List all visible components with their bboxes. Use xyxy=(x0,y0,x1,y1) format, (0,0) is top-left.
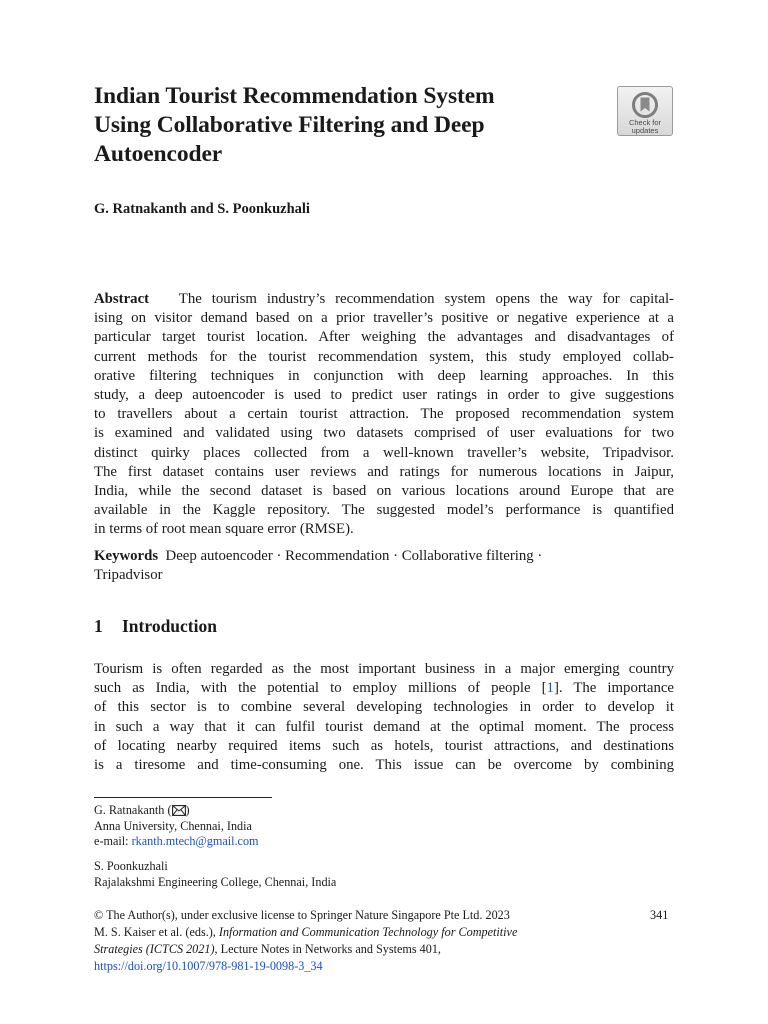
series-info: , Lecture Notes in Networks and Systems 401, xyxy=(214,942,441,956)
bookmark-ring-icon xyxy=(631,91,659,119)
keywords-line: Tripadvisor xyxy=(94,567,163,584)
author1-name: G. Ratnakanth ( xyxy=(94,803,172,817)
doi-link[interactable]: https://doi.org/10.1007/978-981-19-0098-3_34 xyxy=(94,959,323,973)
abstract-label: Abstract xyxy=(94,291,150,307)
section-number: 1 xyxy=(94,616,103,636)
citation-line xyxy=(94,941,674,958)
title-line: Using Collaborative Filtering and Deep xyxy=(94,112,485,138)
title-line: Indian Tourist Recommendation System xyxy=(94,83,495,109)
section-heading xyxy=(94,616,217,637)
keywords-line xyxy=(94,547,674,566)
abstract-line: study, a deep autoencoder is used to predict user ratings in order to give suggestions xyxy=(94,387,674,404)
copyright-line: © The Author(s), under exclusive license to Springer Nature Singapore Pte Ltd. 2023 xyxy=(94,908,510,922)
keywords xyxy=(94,547,674,585)
abstract-line: distinct quirky places collected from a well-known traveller’s website, Tripadvisor. xyxy=(94,444,674,461)
intro-line xyxy=(94,679,674,698)
badge-text-line1: Check for xyxy=(628,118,662,127)
intro-line: Tourism is often regarded as the most important business in a major emerging country xyxy=(94,661,674,677)
keywords-text: Deep autoencoder · Recommendation · Collaborative filtering · xyxy=(165,548,543,564)
abstract-line: to travellers about a certain tourist attraction. The proposed recommendation system xyxy=(94,406,674,423)
title-line: Autoencoder xyxy=(94,141,223,167)
envelope-icon xyxy=(172,805,186,816)
author-list: G. Ratnakanth and S. Poonkuzhali xyxy=(94,201,310,217)
author1-affiliation: Anna University, Chennai, India xyxy=(94,818,252,833)
intro-line: of this sector is to combine several developing technologies in order to develop it xyxy=(94,699,674,716)
book-title-cont: Strategies (ICTCS 2021) xyxy=(94,942,215,956)
author1-close: ) xyxy=(185,803,190,817)
email-link[interactable]: rkanth.mtech@gmail.com xyxy=(131,834,259,848)
abstract-text: The tourism industry’s recommendation system opens the way for capital- xyxy=(178,291,674,307)
intro-paragraph xyxy=(94,660,674,775)
author1-name-line xyxy=(94,803,259,819)
abstract-line: orative filtering techniques in conjunction with deep learning approaches. In this xyxy=(94,367,674,384)
email-label: e-mail: xyxy=(94,834,132,848)
abstract-line: is examined and validated using two datasets comprised of user evaluations for two xyxy=(94,425,674,442)
intro-text: ]. The importance xyxy=(553,680,674,697)
intro-line: in such a way that it can fulfil tourist demand at the optimal moment. The process xyxy=(94,718,674,735)
book-title: Information and Communication Technology for Competitive xyxy=(218,925,518,939)
abstract-line: India, while the second dataset is based on various locations around Europe that are xyxy=(94,483,674,500)
abstract-line: The first dataset contains user reviews and ratings for numerous locations in Jaipur, xyxy=(94,463,674,480)
abstract-line: available in the Kaggle repository. The suggested model’s performance is quantified xyxy=(94,502,674,519)
author1-email-line xyxy=(94,834,259,850)
citation-link[interactable]: 1 xyxy=(546,680,554,697)
footnote-author2 xyxy=(94,859,336,890)
abstract-line xyxy=(94,290,674,309)
page-number: 341 xyxy=(650,908,669,922)
footnote-divider xyxy=(94,797,272,798)
check-for-updates-badge[interactable] xyxy=(617,86,673,136)
intro-line: is a tiresome and time-consuming one. This issue can be overcome by combining xyxy=(94,757,674,774)
abstract-line: particular target tourist location. After weighing the advantages and disadvantages of xyxy=(94,329,674,346)
citation-line xyxy=(94,924,674,941)
abstract-line: current methods for the tourist recommendation system, this study employed collab- xyxy=(94,348,674,365)
intro-text: such as India, with the potential to employ millions of people [ xyxy=(94,680,547,697)
section-title: Introduction xyxy=(122,616,217,636)
author2-affiliation: Rajalakshmi Engineering College, Chennai, India xyxy=(94,874,337,889)
copyright-block xyxy=(94,907,674,975)
abstract-line: ising on visitor demand based on a prior traveller’s positive or negative experience at a xyxy=(94,310,674,327)
footnote-author1 xyxy=(94,803,259,850)
citation-editors: M. S. Kaiser et al. (eds.), xyxy=(94,925,219,939)
intro-line: of locating nearby required items such as hotels, tourist attractions, and destinations xyxy=(94,737,674,754)
abstract-line: in terms of root mean square error (RMSE). xyxy=(94,521,354,538)
paper-title xyxy=(94,82,594,169)
abstract xyxy=(94,290,674,540)
keywords-label: Keywords xyxy=(94,548,159,564)
author2-name: S. Poonkuzhali xyxy=(94,859,168,873)
badge-text-line2: updates xyxy=(631,126,659,135)
